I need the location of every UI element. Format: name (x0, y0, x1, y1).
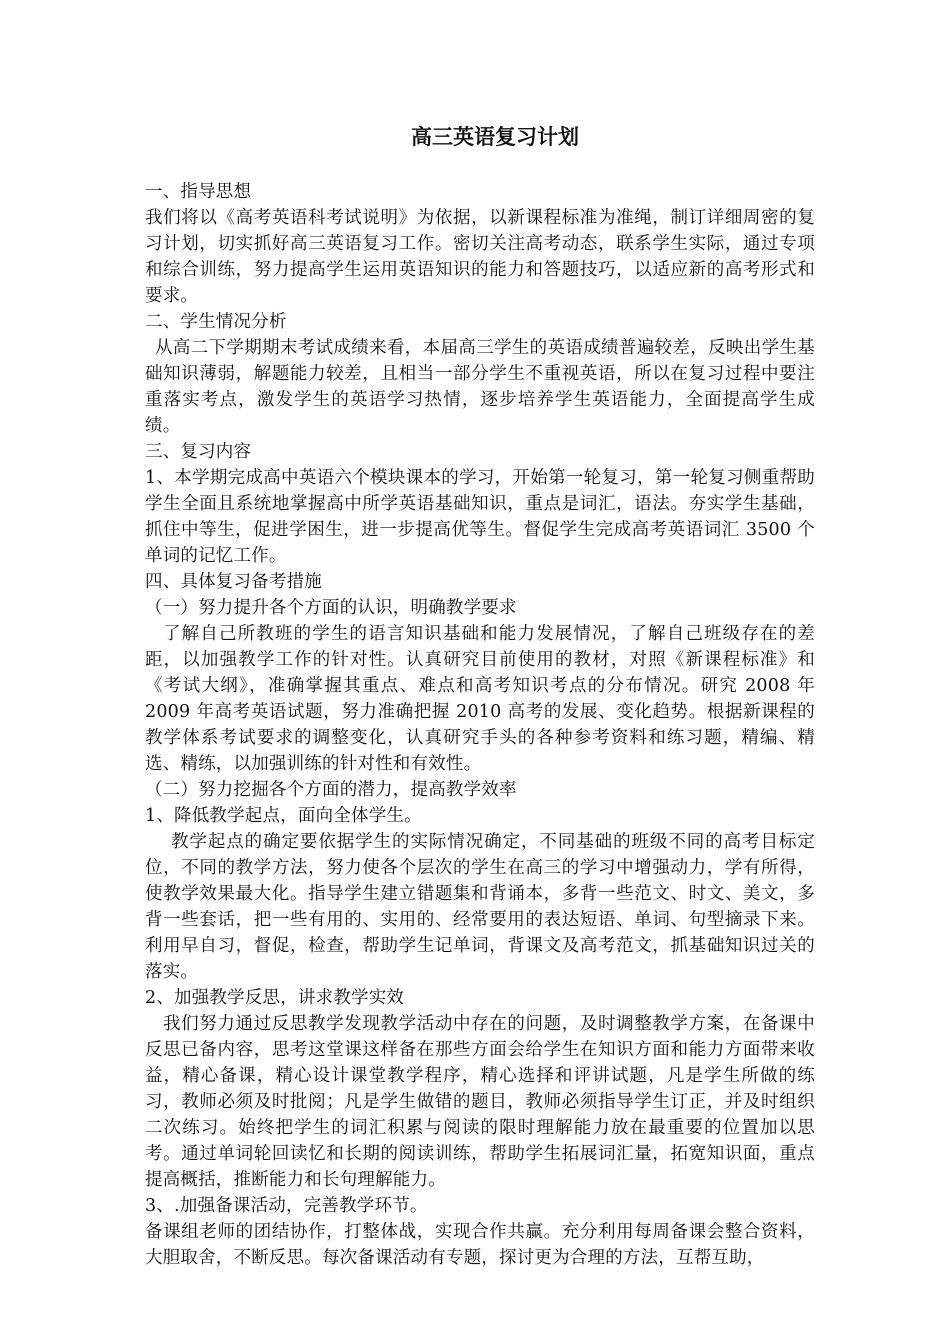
section-heading-student-analysis: 二、学生情况分析 (145, 312, 287, 332)
item-heading-lower-start: 1、降低教学起点，面向全体学生。 (145, 806, 422, 826)
paragraph-lesson-prep: 备课组老师的团结协作，打整体战，实现合作共赢。充分利用每周备课会整合资料，大胆取舍，不断反思。每次备课活动有专题，探讨更为合理的方法，互帮互助， (145, 1222, 815, 1268)
section-heading-review-content: 三、复习内容 (145, 442, 252, 462)
document-body (145, 179, 815, 1271)
item-heading-reflection: 2、加强教学反思，讲求教学实效 (145, 988, 405, 1008)
paragraph-guiding-thought: 我们将以《高考英语科考试说明》为依据，以新课程标准为准绳，制订详细周密的复习计划，切实抓好高三英语复习工作。密切关注高考动态，联系学生实际，通过专项和综合训练，努力提高学生运用英语知识的能力和答题技巧，以适应新的高考形式和要求。 (145, 208, 815, 306)
page-title: 高三英语复习计划 (411, 124, 579, 149)
paragraph-reflection: 我们努力通过反思教学发现教学活动中存在的问题，及时调整教学方案，在备课中反思已备内容，思考这堂课这样备在那些方面会给学生在知识方面和能力方面带来收益，精心备课，精心设计课堂教学程序，精心选择和评讲试题，凡是学生所做的练习，教师必须及时批阅；凡是学生做错的题目，教师必须指导学生订正，并及时组织二次练习。始终把学生的词汇积累与阅读的限时理解能力放在最重要的位置加以思考。通过单词轮回读忆和长期的阅读训练，帮助学生拓展词汇量，拓宽知识面，重点提高概括，推断能力和长句理解能力。 (145, 1014, 815, 1190)
paragraph-student-analysis: 从高二下学期期末考试成绩来看，本届高三学生的英语成绩普遍较差，反映出学生基础知识薄弱，解题能力较差，且相当一部分学生不重视英语，所以在复习过程中要注重落实考点，激发学生的英语学习热情，逐步培养学生英语能力，全面提高学生成绩。 (145, 338, 815, 436)
section-heading-guiding-thought: 一、指导思想 (145, 182, 252, 202)
item-heading-lesson-prep: 3、.加强备课活动，完善教学环节。 (145, 1196, 428, 1216)
paragraph-review-content: 1、本学期完成高中英语六个模块课本的学习，开始第一轮复习，第一轮复习侧重帮助学生全面且系统地掌握高中所学英语基础知识，重点是词汇，语法。夯实学生基础，抓住中等生，促进学困生，进一步提高优等生。督促学生完成高考英语词汇 3500 个单词的记忆工作。 (145, 468, 815, 566)
paragraph-lower-start: 教学起点的确定要依据学生的实际情况确定，不同基础的班级不同的高考目标定位，不同的教学方法，努力使各个层次的学生在高三的学习中增强动力，学有所得，使教学效果最大化。指导学生建立错题集和背诵本，多背一些范文、时文、美文，多背一些套话，把一些有用的、实用的、经常要用的表达短语、单词、句型摘录下来。利用早自习，督促，检查，帮助学生记单词，背课文及高考范文，抓基础知识过关的落实。 (145, 832, 815, 982)
subheading-potential: （二）努力挖掘各个方面的潜力，提高教学效率 (145, 780, 517, 800)
subheading-awareness: （一）努力提升各个方面的认识，明确教学要求 (145, 598, 517, 618)
section-heading-measures: 四、具体复习备考措施 (145, 572, 322, 592)
paragraph-awareness: 了解自己所教班的学生的语言知识基础和能力发展情况，了解自己班级存在的差距，以加强教学工作的针对性。认真研究目前使用的教材，对照《新课程标准》和《考试大纲》，准确掌握其重点、难点和高考知识考点的分布情况。研究 2008 年 2009 年高考英语试题，努力准确把握 2010 高考的发展、变化趋势。根据新课程的教学体系考试要求的调整变化，认真研究手头的各种参考资料和练习题，精编、精选、精练，以加强训练的针对性和有效性。 (145, 624, 815, 774)
